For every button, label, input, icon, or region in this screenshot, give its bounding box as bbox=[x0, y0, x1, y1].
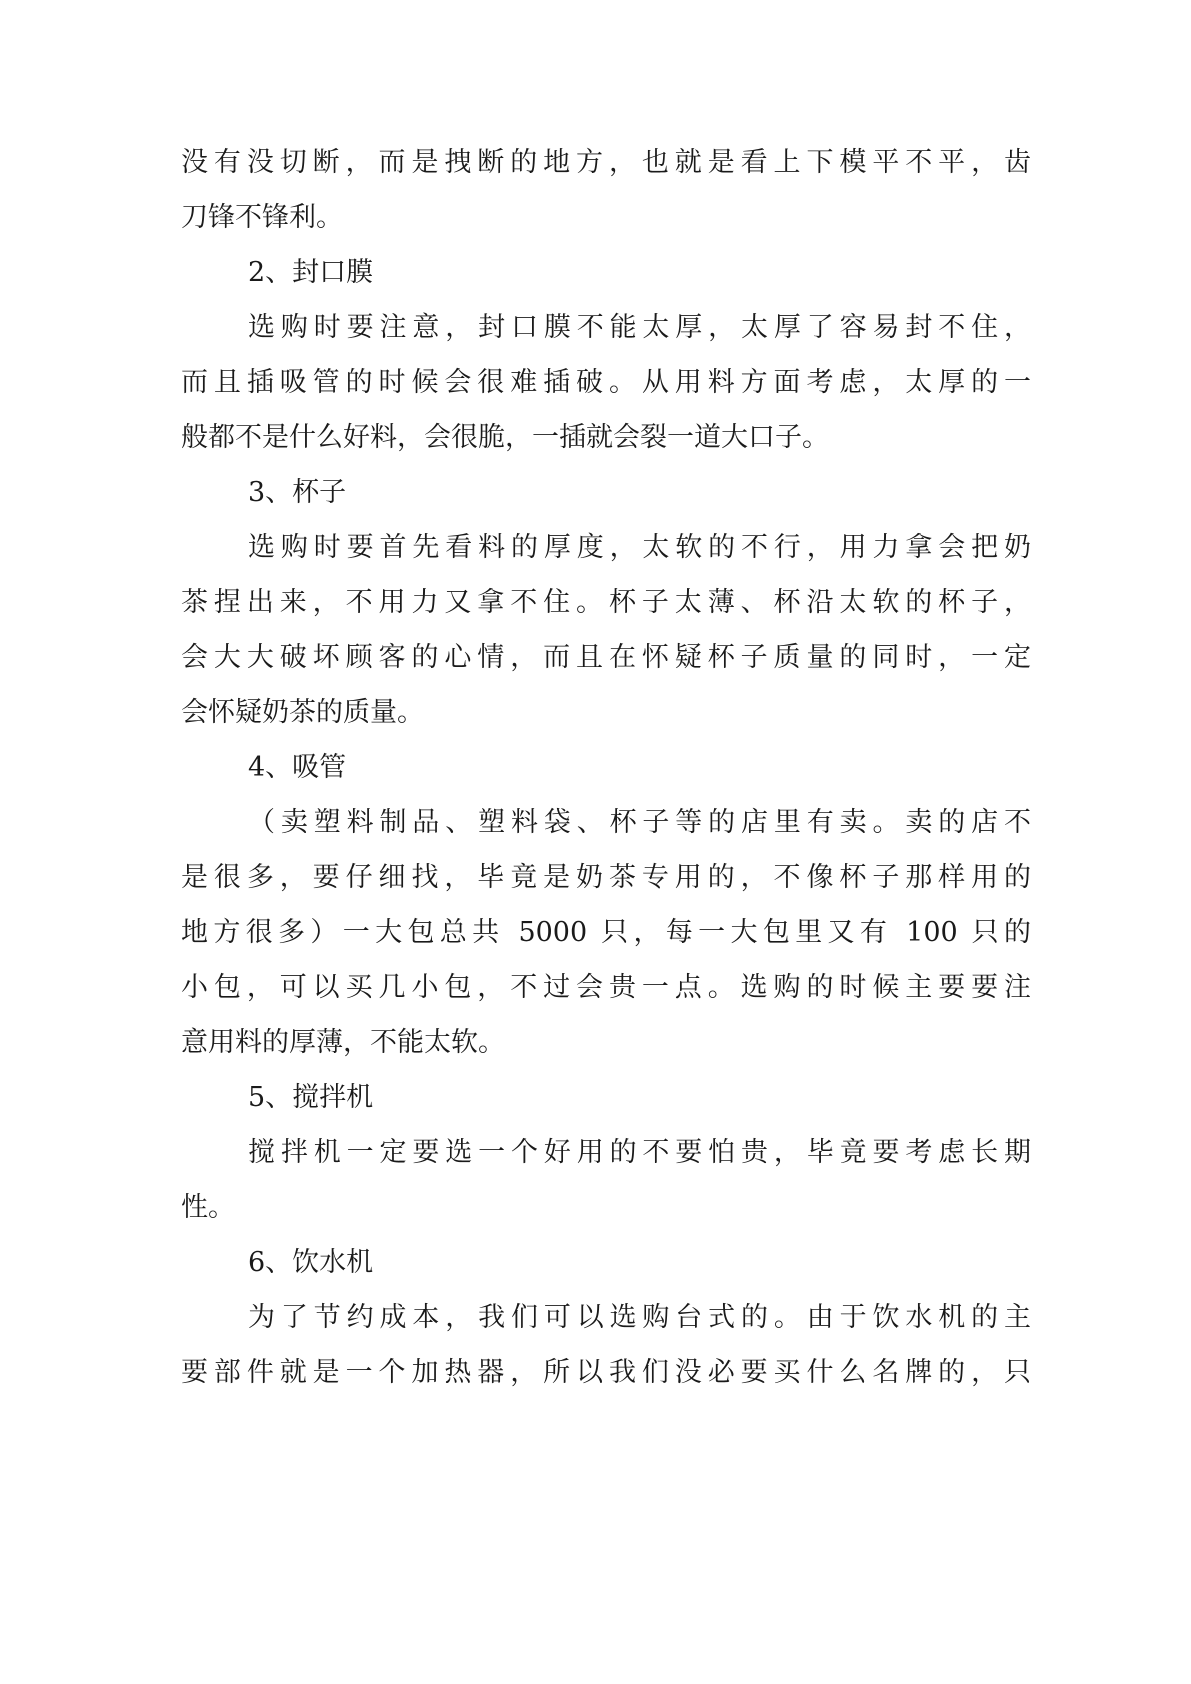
body-text-line: 小包，可以买几小包，不过会贵一点。选购的时候主要要注 bbox=[181, 972, 1031, 1003]
body-text-line: 没有没切断，而是拽断的地方，也就是看上下模平不平，齿 bbox=[181, 147, 1031, 178]
body-text-line: 搅拌机一定要选一个好用的不要怕贵，毕竟要考虑长期 bbox=[248, 1137, 1031, 1168]
body-text-line: 地方很多）一大包总共 5000 只，每一大包里又有 100 只的 bbox=[181, 917, 1031, 948]
section-heading: 5、搅拌机 bbox=[248, 1082, 374, 1113]
body-text-line: 是很多，要仔细找，毕竟是奶茶专用的，不像杯子那样用的 bbox=[181, 862, 1031, 893]
body-text-line: 会怀疑奶茶的质量。 bbox=[181, 697, 424, 728]
section-heading: 6、饮水机 bbox=[248, 1247, 374, 1278]
body-text-line: 茶捏出来，不用力又拿不住。杯子太薄、杯沿太软的杯子， bbox=[181, 587, 1031, 618]
body-text-line: 般都不是什么好料，会很脆，一插就会裂一道大口子。 bbox=[181, 422, 829, 453]
body-text-line: 为了节约成本，我们可以选购台式的。由于饮水机的主 bbox=[248, 1302, 1031, 1333]
body-text-line: （卖塑料制品、塑料袋、杯子等的店里有卖。卖的店不 bbox=[248, 807, 1031, 838]
body-text-line: 意用料的厚薄，不能太软。 bbox=[181, 1027, 505, 1058]
body-text-line: 要部件就是一个加热器，所以我们没必要买什么名牌的，只 bbox=[181, 1357, 1031, 1388]
section-heading: 4、吸管 bbox=[248, 752, 347, 783]
section-heading: 2、封口膜 bbox=[248, 257, 374, 288]
body-text-line: 而且插吸管的时候会很难插破。从用料方面考虑，太厚的一 bbox=[181, 367, 1031, 398]
body-text-line: 刀锋不锋利。 bbox=[181, 202, 343, 233]
body-text-line: 性。 bbox=[181, 1192, 235, 1223]
body-text-line: 选购时要注意，封口膜不能太厚，太厚了容易封不住， bbox=[248, 312, 1031, 343]
section-heading: 3、杯子 bbox=[248, 477, 347, 508]
body-text-line: 会大大破坏顾客的心情，而且在怀疑杯子质量的同时，一定 bbox=[181, 642, 1031, 673]
body-text-line: 选购时要首先看料的厚度，太软的不行，用力拿会把奶 bbox=[248, 532, 1031, 563]
